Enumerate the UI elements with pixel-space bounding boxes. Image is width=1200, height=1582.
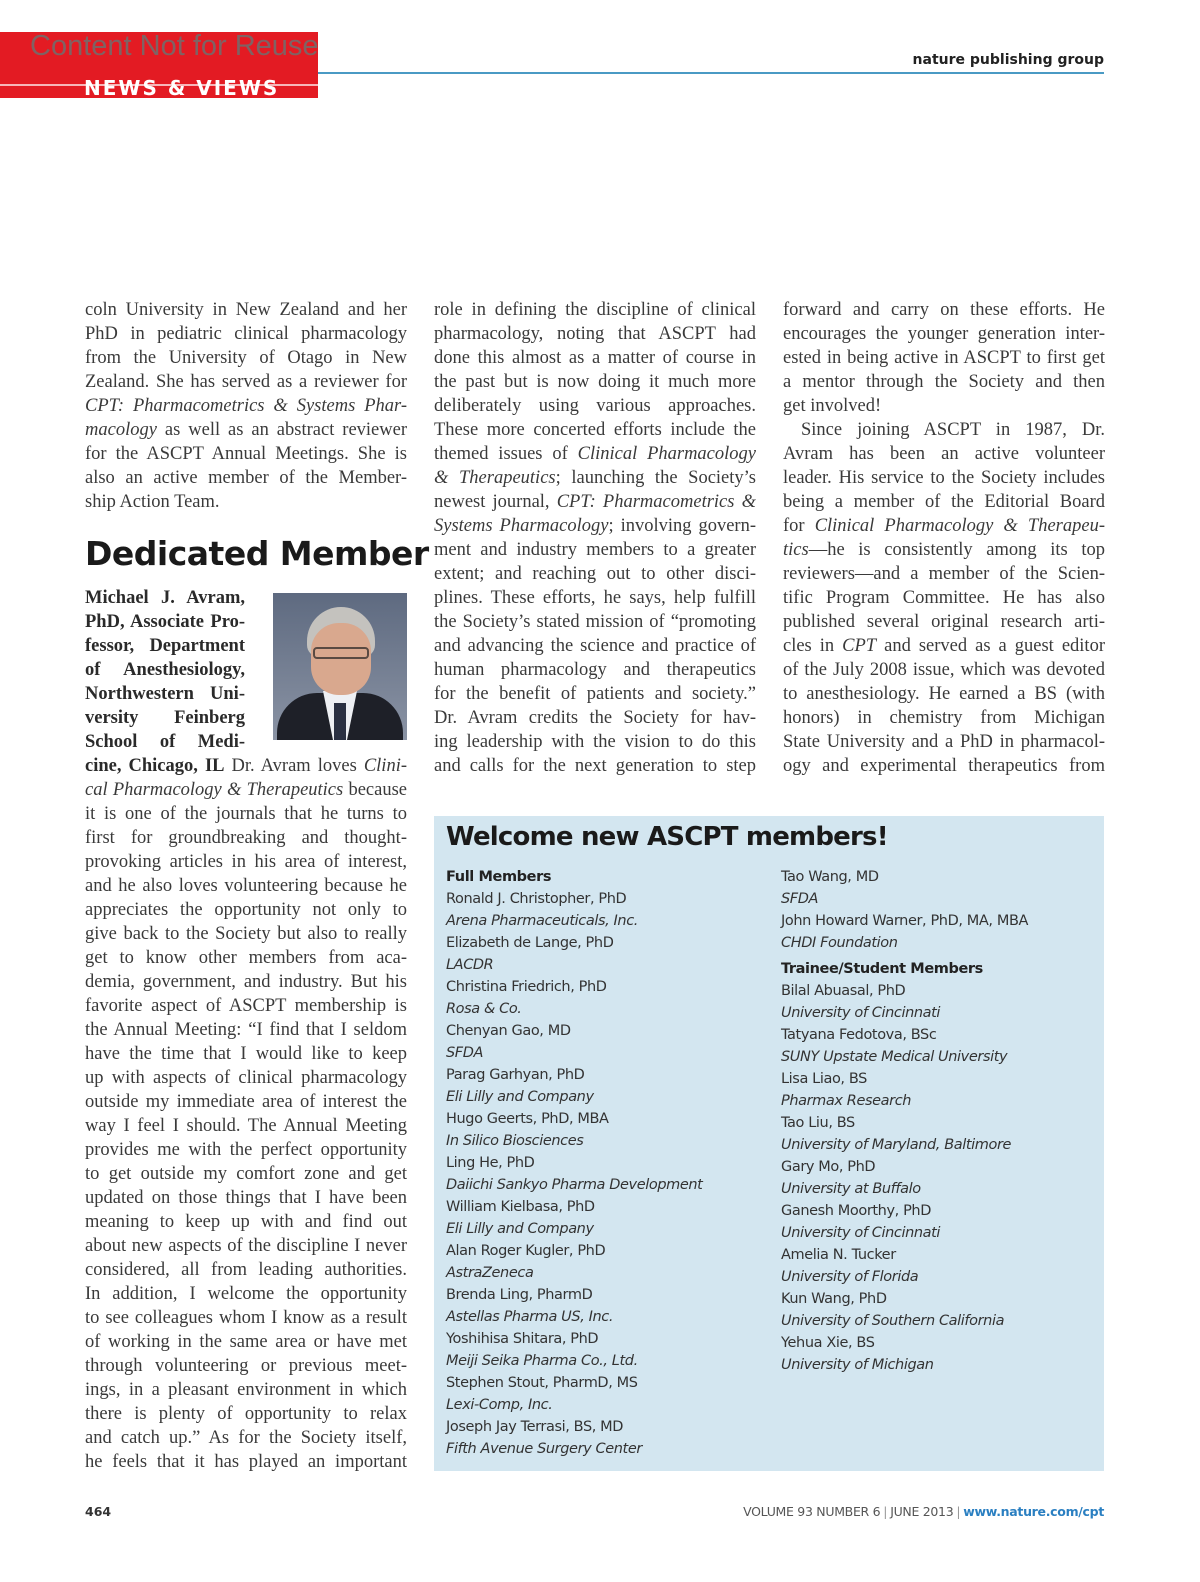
text-line: ing leadership with the vision to do this [434,732,756,752]
members-right-column [781,866,1028,1376]
text-line: it is one of the journals that he turns to [85,804,407,824]
text-line: These more concerted efforts include the [434,420,756,440]
text-line: and he also loves volunteering because he [85,876,407,896]
text-line: the Annual Meeting: “I find that I seldom [85,1020,407,1040]
text-line: also an active member of the Member- [85,468,407,488]
text-line: & Therapeutics; launching the Society’s [434,468,756,488]
member-name: Yoshihisa Shitara, PhD [446,1331,599,1347]
text-line: up with aspects of clinical pharmacology [85,1068,407,1088]
member-section-heading: Full Members [446,869,552,885]
member-name: Alan Roger Kugler, PhD [446,1243,606,1259]
text-line: way I feel I should. The Annual Meeting [85,1116,407,1136]
text-line: of working in the same area or have met [85,1332,407,1352]
member-affiliation: CHDI Foundation [781,935,898,951]
text-line: and catch up.” As for the Society itself, [85,1428,407,1448]
member-affiliation: University of Cincinnati [781,1005,941,1021]
text-line: cles in CPT and served as a guest editor [783,636,1105,656]
text-line: Avram has been an active volunteer [783,444,1105,464]
text-line: ings, in a pleasant environment in which [85,1380,407,1400]
text-line: Northwestern Uni- [85,684,245,704]
text-line: published several original research arti- [783,612,1105,632]
member-name: Elizabeth de Lange, PhD [446,935,614,951]
member-affiliation: LACDR [446,957,494,973]
text-line: and calls for the next generation to step [434,756,756,776]
text-line: State University and a PhD in pharmacol- [783,732,1105,752]
member-affiliation: AstraZeneca [446,1265,534,1281]
member-affiliation: University of Michigan [781,1357,934,1373]
text-line: for Clinical Pharmacology & Therapeu- [783,516,1105,536]
text-line: ship Action Team. [85,492,220,512]
footer-date: JUNE 2013 [890,1504,954,1519]
text-line: being a member of the Editorial Board [783,492,1105,512]
footer-separator: | [883,1504,888,1519]
text-line: for the ASCPT Annual Meetings. She is [85,444,407,464]
column-1-top [85,298,407,514]
text-line: provoking articles in his area of interest, [85,852,407,872]
text-line: versity Feinberg [85,708,245,728]
text-line: fessor, Department [85,636,245,656]
member-name: Amelia N. Tucker [781,1247,896,1263]
text-line: encourages the younger generation inter- [783,324,1105,344]
text-line: leader. His service to the Society includes [783,468,1105,488]
text-line: provides me with the perfect opportunity [85,1140,407,1160]
text-line: favorite aspect of ASCPT membership is [85,996,407,1016]
text-line: from the University of Otago in New [85,348,407,368]
text-line: done this almost as a matter of course in [434,348,756,368]
member-affiliation: Arena Pharmaceuticals, Inc. [446,913,638,929]
column-2 [434,298,756,778]
member-name: William Kielbasa, PhD [446,1199,595,1215]
text-line: honors) in chemistry from Michigan [783,708,1105,728]
text-line: CPT: Pharmacometrics & Systems Phar- [85,396,407,416]
text-line: tics—he is consistently among its top [783,540,1105,560]
text-line: the past but is now doing it much more [434,372,756,392]
page-number: 464 [85,1504,112,1519]
member-name: Tatyana Fedotova, BSc [781,1027,937,1043]
member-affiliation: University of Florida [781,1269,919,1285]
member-affiliation: Eli Lilly and Company [446,1221,594,1237]
member-name: Stephen Stout, PharmD, MS [446,1375,638,1391]
text-line: meaning to keep up with and find out [85,1212,407,1232]
member-affiliation: Meiji Seika Pharma Co., Ltd. [446,1353,638,1369]
text-line: reviewers—and a member of the Scien- [783,564,1105,584]
text-line: extent; and reaching out to other disci- [434,564,756,584]
text-line: School of Medi- [85,732,245,752]
welcome-box-title: Welcome new ASCPT members! [446,822,888,852]
column-1-profile [85,586,407,1474]
text-line: Since joining ASCPT in 1987, Dr. [801,420,1105,440]
section-label: NEWS & VIEWS [84,76,280,100]
member-name: Tao Liu, BS [781,1115,855,1131]
member-affiliation: Astellas Pharma US, Inc. [446,1309,614,1325]
text-line: to see colleagues whom I know as a result [85,1308,407,1328]
member-name: John Howard Warner, PhD, MA, MBA [781,913,1029,929]
text-line: give back to the Society but also to really [85,924,407,944]
text-line: considered, all from leading authorities. [85,1260,407,1280]
text-line: plines. These efforts, he says, help fulfill [434,588,756,608]
text-line: get to know other members from aca- [85,948,407,968]
text-line: cine, Chicago, IL Dr. Avram loves Clini- [85,756,407,776]
text-line: cal Pharmacology & Therapeutics because [85,780,407,800]
member-affiliation: Fifth Avenue Surgery Center [446,1441,642,1457]
text-line: ment and industry members to a greater [434,540,756,560]
text-line: themed issues of Clinical Pharmacology [434,444,756,464]
text-line: first for groundbreaking and thought- [85,828,407,848]
watermark: Content Not for Reuse [30,30,319,62]
member-name: Ronald J. Christopher, PhD [446,891,627,907]
text-line: through volunteering or previous meet- [85,1356,407,1376]
text-line: coln University in New Zealand and her [85,300,407,320]
text-line: forward and carry on these efforts. He [783,300,1105,320]
welcome-members-box [434,816,1104,1471]
text-line: human pharmacology and therapeutics [434,660,756,680]
text-line: have the time that I would like to keep [85,1044,407,1064]
member-name: Parag Garhyan, PhD [446,1067,585,1083]
text-line: a mentor through the Society and then [783,372,1105,392]
text-line: Zealand. She has served as a reviewer for [85,372,407,392]
footer-issue-info [743,1504,1104,1519]
text-line: of the July 2008 issue, which was devoted [783,660,1105,680]
member-name: Chenyan Gao, MD [446,1023,571,1039]
members-left-column [446,866,702,1460]
text-line: Dr. Avram credits the Society for hav- [434,708,756,728]
footer-volume: VOLUME 93 NUMBER 6 [743,1504,881,1519]
publisher-name: nature publishing group [912,52,1104,68]
text-line: newest journal, CPT: Pharmacometrics & [434,492,756,512]
text-line: the Society’s stated mission of “promoting [434,612,756,632]
text-line: ogy and experimental therapeutics from [783,756,1105,776]
member-affiliation: University of Southern California [781,1313,1005,1329]
text-line: appreciates the opportunity not only to [85,900,407,920]
text-line: macology as well as an abstract reviewer [85,420,407,440]
text-line: ested in being active in ASCPT to first get [783,348,1105,368]
text-line: Michael J. Avram, [85,588,245,608]
member-name: Bilal Abuasal, PhD [781,983,906,999]
text-line: to get outside my comfort zone and get [85,1164,407,1184]
member-affiliation: Eli Lilly and Company [446,1089,594,1105]
member-name: Lisa Liao, BS [781,1071,867,1087]
member-name: Hugo Geerts, PhD, MBA [446,1111,609,1127]
text-line: about new aspects of the discipline I never [85,1236,407,1256]
text-line: tific Program Committee. He has also [783,588,1105,608]
member-affiliation: Rosa & Co. [446,1001,522,1017]
text-line: there is plenty of opportunity to relax [85,1404,407,1424]
text-line: of Anesthesiology, [85,660,245,680]
member-affiliation: Lexi-Comp, Inc. [446,1397,553,1413]
text-line: PhD in pediatric clinical pharmacology [85,324,407,344]
member-affiliation: In Silico Biosciences [446,1133,584,1149]
member-affiliation: SFDA [781,891,819,907]
text-line: get involved! [783,396,882,416]
member-name: Gary Mo, PhD [781,1159,876,1175]
member-name: Brenda Ling, PharmD [446,1287,593,1303]
text-line: to anesthesiology. He earned a BS (with [783,684,1105,704]
member-affiliation: Daiichi Sankyo Pharma Development [446,1177,703,1193]
text-line: updated on those things that I have been [85,1188,407,1208]
member-section-heading: Trainee/Student Members [781,961,983,977]
text-line: he feels that it has played an important [85,1452,407,1472]
member-affiliation: SUNY Upstate Medical University [781,1049,1008,1065]
member-name: Kun Wang, PhD [781,1291,887,1307]
member-name: Yehua Xie, BS [781,1335,875,1351]
text-line: deliberately using various approaches. [434,396,756,416]
member-name: Tao Wang, MD [781,869,879,885]
text-line: and advancing the science and practice of [434,636,756,656]
member-affiliation: Pharmax Research [781,1093,912,1109]
text-line: pharmacology, noting that ASCPT had [434,324,756,344]
header-rule [318,72,1104,74]
text-line: PhD, Associate Pro- [85,612,245,632]
member-name: Ganesh Moorthy, PhD [781,1203,931,1219]
text-line: for the benefit of patients and society.” [434,684,756,704]
member-affiliation: University of Cincinnati [781,1225,941,1241]
member-affiliation: University of Maryland, Baltimore [781,1137,1012,1153]
member-name: Ling He, PhD [446,1155,535,1171]
text-line: outside my immediate area of interest the [85,1092,407,1112]
section-heading: Dedicated Member [85,534,429,573]
member-name: Joseph Jay Terrasi, BS, MD [446,1419,624,1435]
text-line: role in defining the discipline of clinical [434,300,756,320]
journal-link[interactable]: www.nature.com/cpt [963,1504,1104,1519]
text-line: Systems Pharmacology; involving govern- [434,516,756,536]
text-line: In addition, I welcome the opportunity [85,1284,407,1304]
footer-separator: | [956,1504,961,1519]
column-3 [783,298,1105,778]
member-affiliation: University at Buffalo [781,1181,921,1197]
member-affiliation: SFDA [446,1045,484,1061]
member-name: Christina Friedrich, PhD [446,979,607,995]
text-line: demia, government, and industry. But his [85,972,407,992]
